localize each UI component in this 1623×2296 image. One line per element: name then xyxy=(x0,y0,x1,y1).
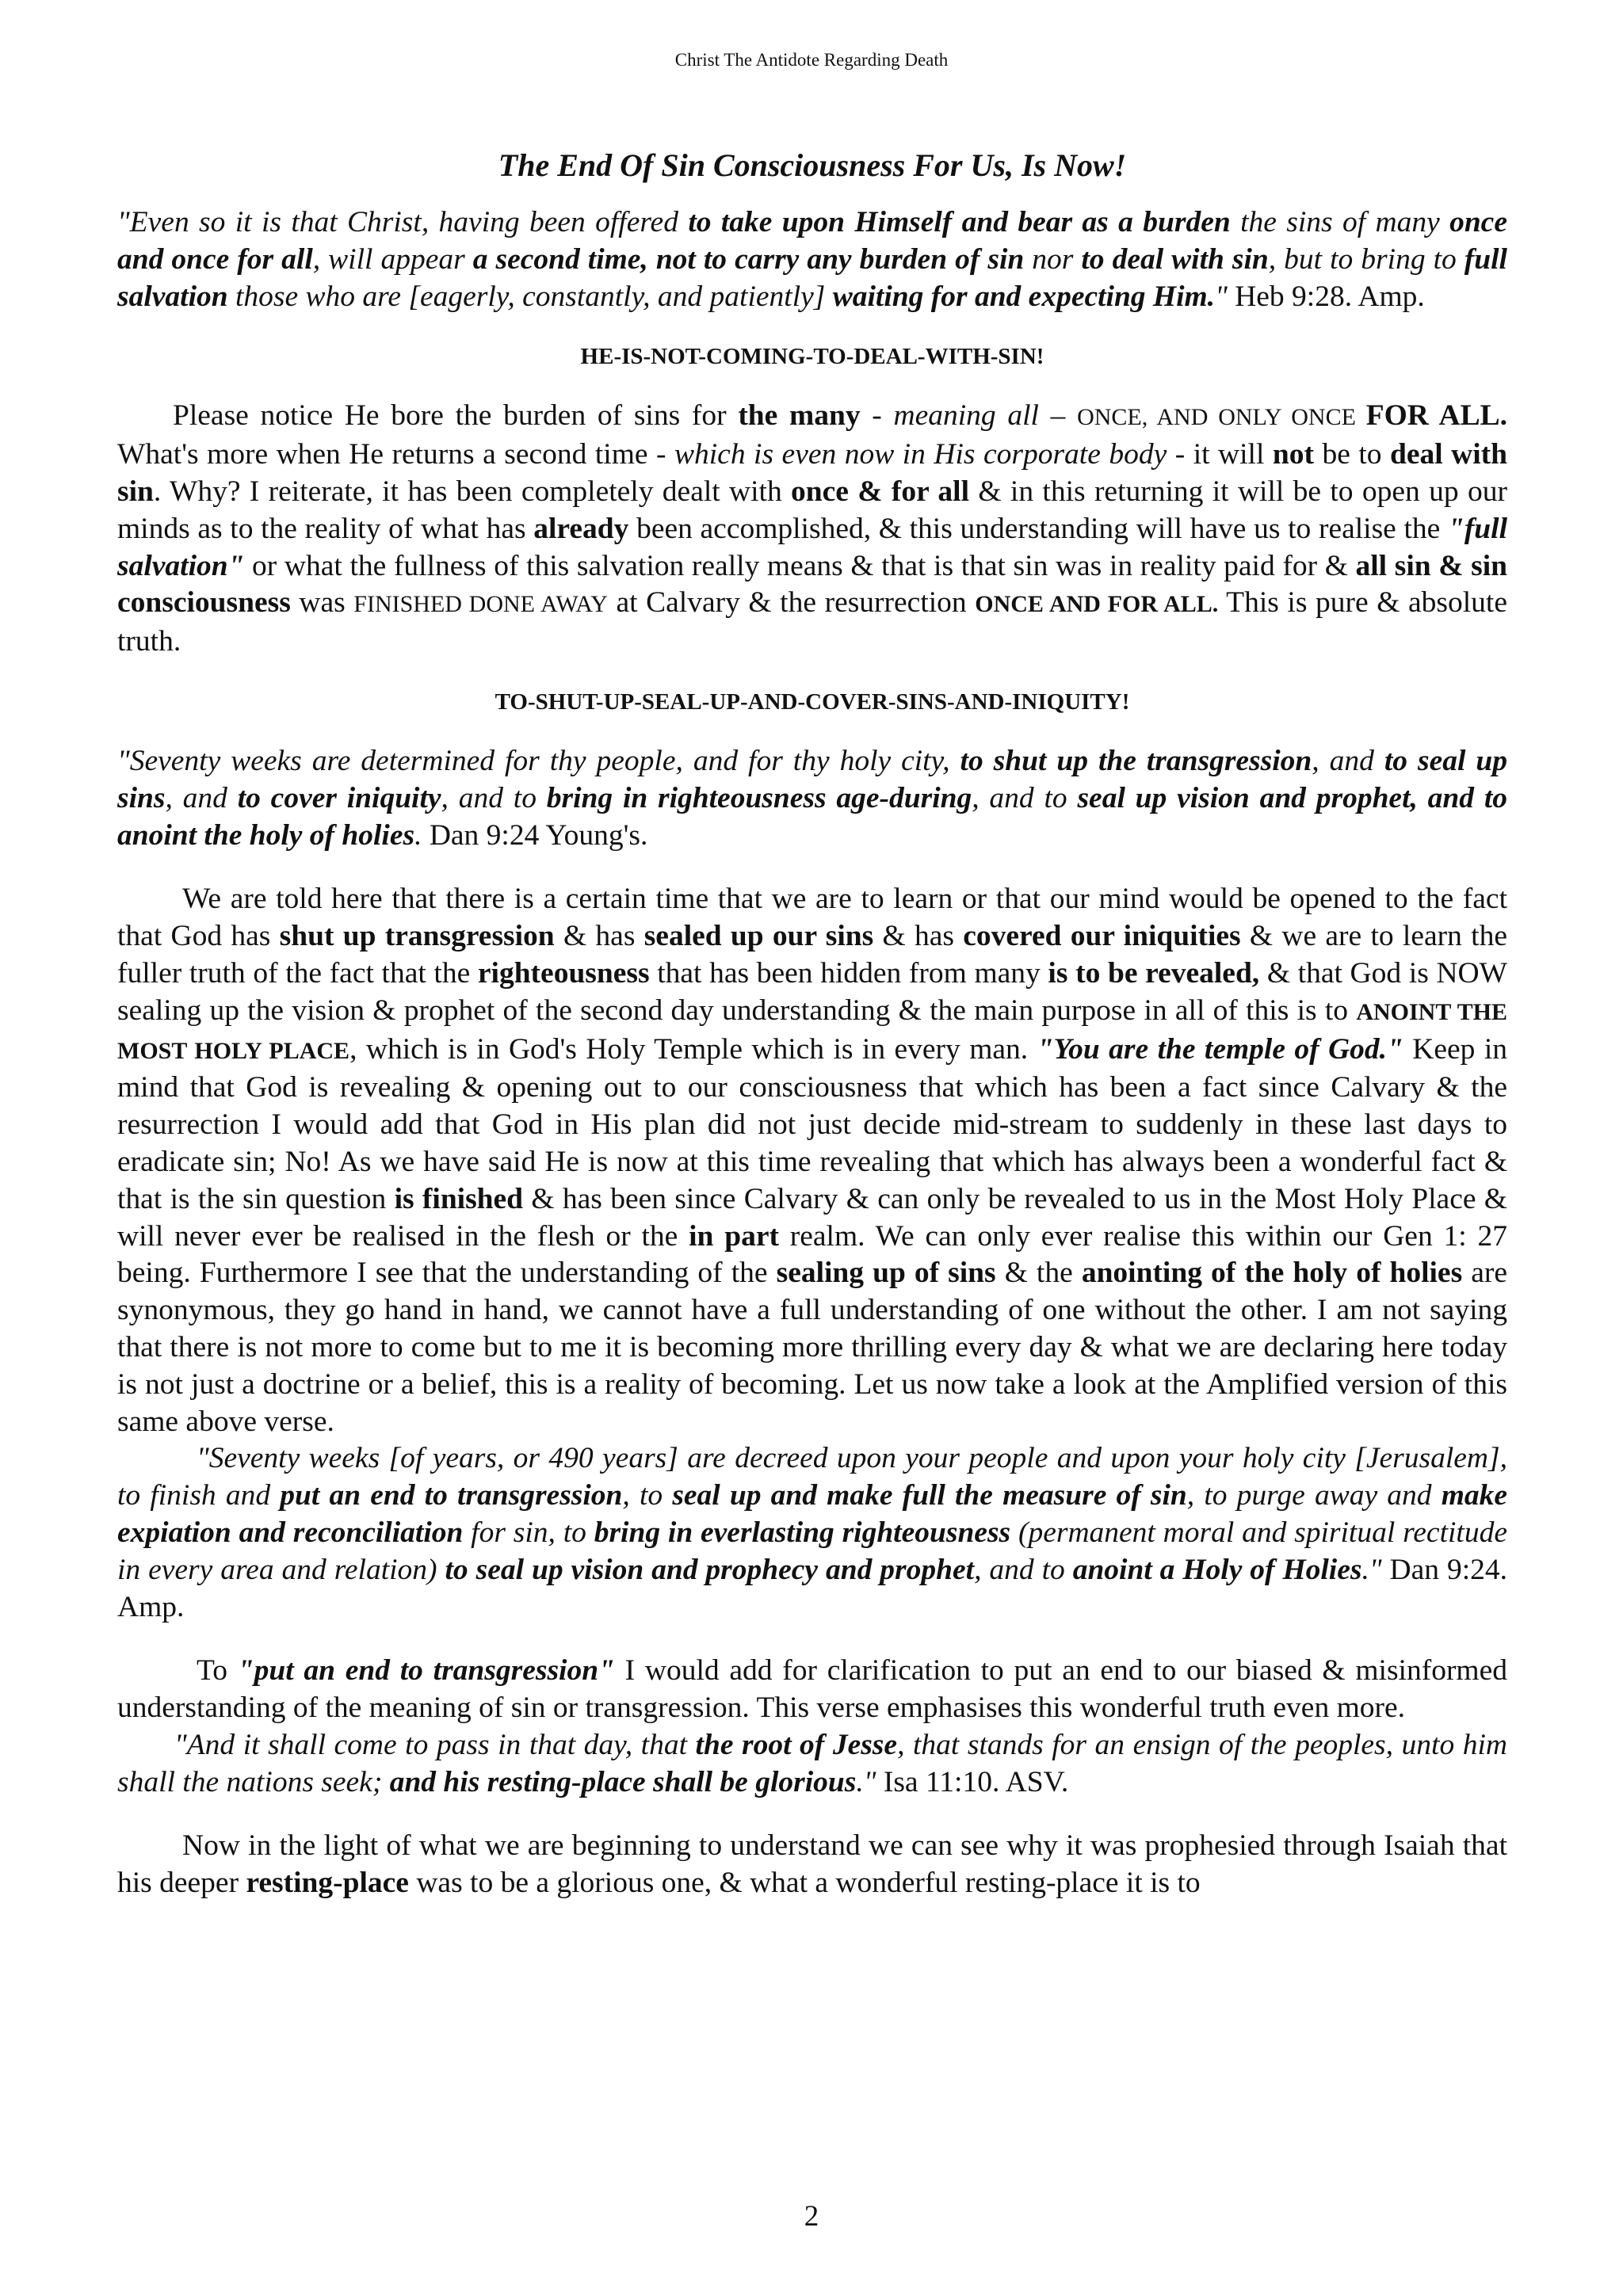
page-content xyxy=(117,146,1507,1902)
page-title: The End Of Sin Consciousness For Us, Is Now! xyxy=(498,147,1127,183)
paragraph-put-an-end: To "put an end to transgression" I would add for clarification to put an end to our biased & misinformed understanding of the meaning of sin or transgression. This verse emphasises this wonderful truth even more. xyxy=(117,1654,1507,1725)
quote-heb-9-28: "Even so it is that Christ, having been offered to take upon Himself and bear as a burden the sins of many once and once for all, will appear a second time, not to carry any burden of sin nor to deal with sin, but to bring to full salvation those who are [eagerly, constantly, and patiently] waiting for and expecting Him." Heb 9:28. Amp. xyxy=(117,206,1507,313)
running-header: Christ The Antidote Regarding Death xyxy=(674,50,949,70)
quote-isa-11-10: "And it shall come to pass in that day, that the root of Jesse, that stands for an ensign of the peoples, unto him shall the nations seek; and his resting-place shall be glorious." Isa 11:10. ASV. xyxy=(117,1728,1507,1798)
page-number: 2 xyxy=(804,2200,819,2233)
quote-dan-9-24-amp: "Seventy weeks [of years, or 490 years] are decreed upon your people and upon your holy city [Jerusalem], to finish and put an end to transgression, to seal up and make full the measure of sin, to purge away and make expiation and reconciliation for sin, to bring in everlasting righteousness (permanent moral and spiritual rectitude in every area and relation) to seal up vision and prophecy and prophet, and to anoint a Holy of Holies." Dan 9:24. Amp. xyxy=(117,1442,1508,1623)
paragraph-shut-up-transgression: We are told here that there is a certain time that we are to learn or that our mind would be opened to the fact that God has shut up transgression & has sealed up our sins & has covered our iniquities & we are to learn the fuller truth of the fact that the righteousness that has been hidden from many is to be revealed, & that God is NOW sealing up the vision & prophet of the second day understanding & the main purpose in all of this is to ANOINT THE MOST HOLY PLACE, which is in God's Holy Temple which is in every man. "You are the temple of God." Keep in mind that God is revealing & opening out to our consciousness that which has been a fact since Calvary & the resurrection I would add that God in His plan did not just decide mid-stream to suddenly in these last days to eradicate sin; No! As we have said He is now at this time revealing that which has always been a wonderful fact & that is the sin question is finished & has been since Calvary & can only be revealed to us in the Most Holy Place & will never ever be realised in the flesh or the in part realm. We can only ever realise this within our Gen 1: 27 being. Furthermore I see that the understanding of the sealing up of sins & the anointing of the holy of holies are synonymous, they go hand in hand, we cannot have a full understanding of one without the other. I am not saying that there is not more to come but to me it is becoming more thrilling every day & what we are declaring here today is not just a doctrine or a belief, this is a reality of becoming. Let us now take a look at the Amplified version of this same above verse. xyxy=(117,883,1508,1438)
paragraph-bore-burden: Please notice He bore the burden of sins for the many - meaning all – ONCE, AND ONLY ONCE FOR ALL. What's more when He returns a second time - which is even now in His corporate body - it will not be to deal with sin. Why? I reiterate, it has been completely dealt with once & for all & in this returning it will be to open up our minds as to the reality of what has already been accomplished, & this understanding will have us to realise the "full salvation" or what the fullness of this salvation really means & that is that sin was in reality paid for & all sin & sin consciousness was FINISHED DONE AWAY at Calvary & the resurrection ONCE AND FOR ALL. This is pure & absolute truth. xyxy=(117,399,1507,658)
section-heading-1: HE-IS-NOT-COMING-TO-DEAL-WITH-SIN! xyxy=(580,344,1044,370)
quote-dan-9-24-youngs: "Seventy weeks are determined for thy people, and for thy holy city, to shut up the transgression, and to seal up sins, and to cover iniquity, and to bring in righteousness age-during, and to seal up vision and prophet, and to anoint the holy of holies. Dan 9:24 Young's. xyxy=(117,744,1508,852)
section-heading-2: TO-SHUT-UP-SEAL-UP-AND-COVER-SINS-AND-INIQUITY! xyxy=(495,688,1130,715)
paragraph-resting-place: Now in the light of what we are beginning to understand we can see why it was prophesied through Isaiah that his deeper resting-place was to be a glorious one, & what a wonderful resting-place it is to xyxy=(117,1829,1507,1900)
